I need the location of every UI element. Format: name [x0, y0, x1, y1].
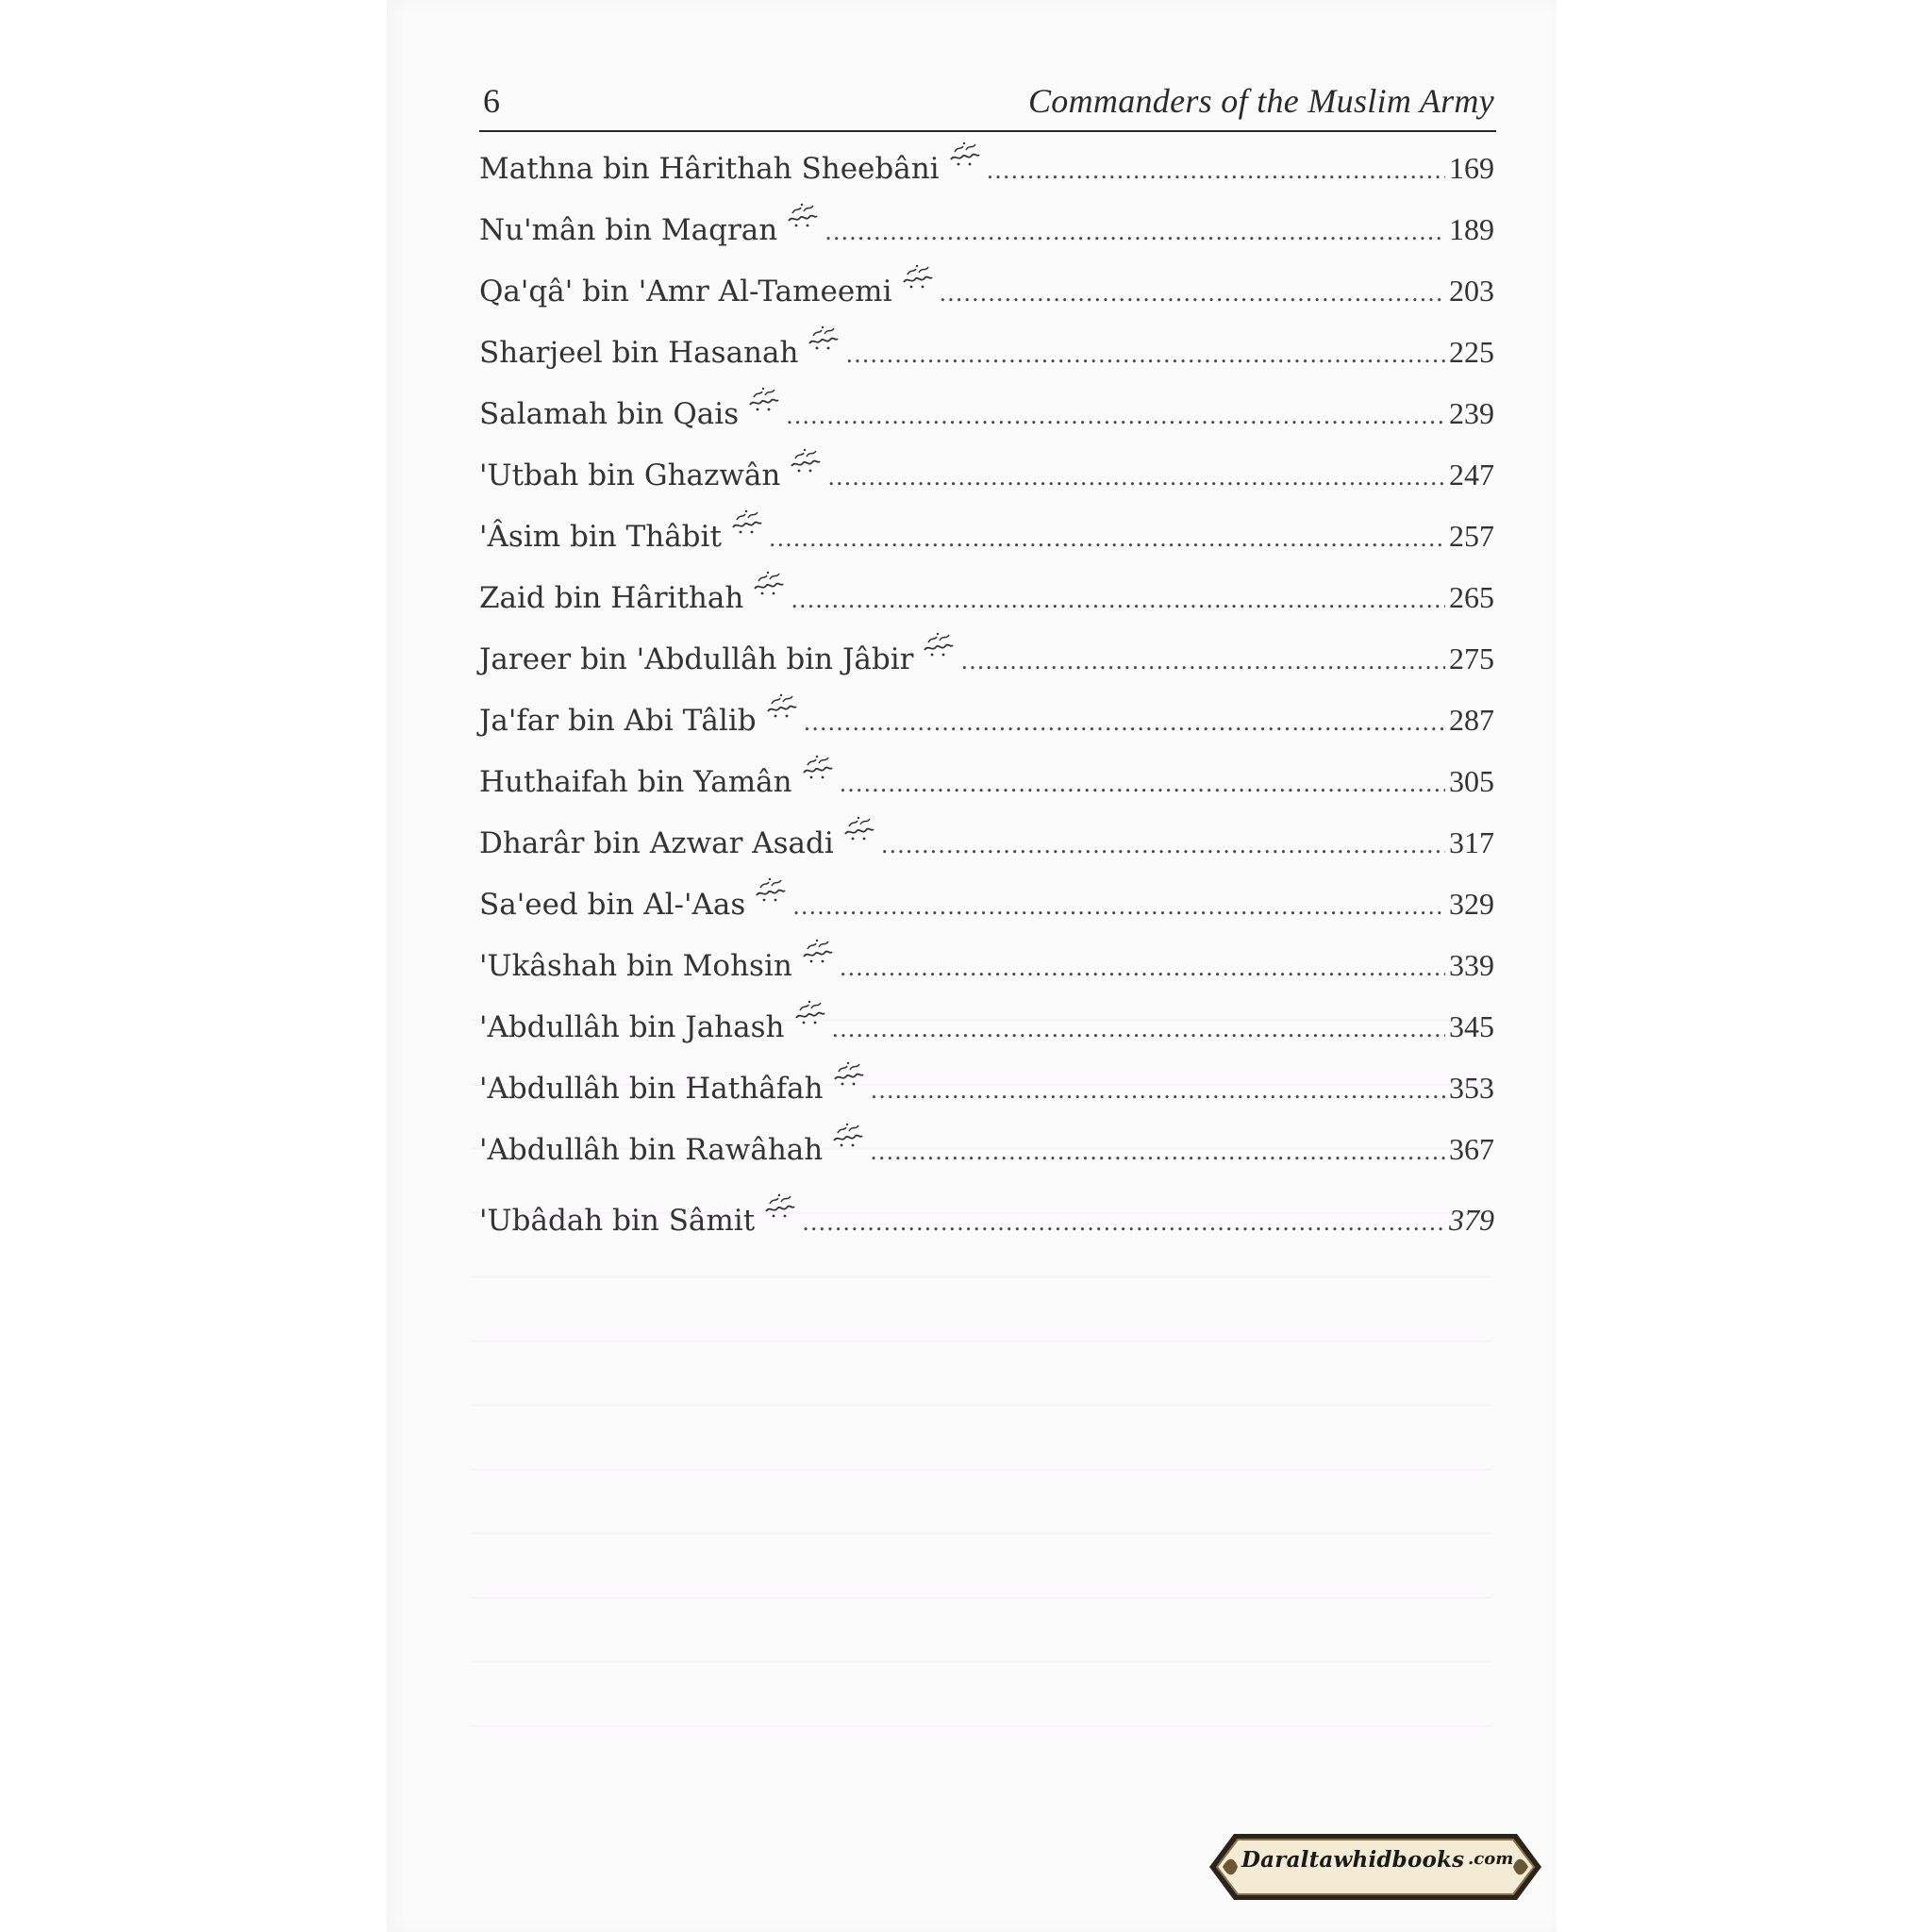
arabic-honorific-icon	[949, 158, 981, 178]
dot-leader	[881, 826, 1445, 864]
toc-entry-page: 353	[1449, 1071, 1494, 1105]
toc-entry-name: 'Utbah bin Ghazwân	[479, 458, 781, 492]
toc-entry-name: 'Âsim bin Thâbit	[479, 520, 722, 554]
toc-entry-page: 189	[1449, 212, 1494, 246]
toc-entry[interactable]	[479, 1008, 1494, 1069]
toc-entry[interactable]	[479, 333, 1494, 394]
toc-entry-name: 'Ubâdah bin Sâmit	[479, 1204, 756, 1238]
watermark-badge	[1206, 1828, 1545, 1906]
toc-entry[interactable]	[479, 824, 1494, 885]
dot-leader	[840, 949, 1445, 987]
watermark-site-name: Daraltawhidbooks	[1241, 1847, 1465, 1873]
toc-entry-name: 'Ukâshah bin Mohsin	[479, 949, 792, 983]
toc-entry[interactable]	[479, 578, 1494, 640]
toc-entry-page: 367	[1449, 1132, 1494, 1166]
toc-entry-name: Zaid bin Hârithah	[479, 581, 744, 615]
toc-entry[interactable]	[479, 210, 1494, 272]
toc-entry[interactable]	[479, 1069, 1494, 1130]
toc-entry-page: 169	[1449, 151, 1494, 185]
toc-entry[interactable]	[479, 762, 1494, 824]
arabic-honorific-icon	[843, 832, 875, 853]
toc-entry[interactable]	[479, 1130, 1494, 1191]
toc-entry-name: 'Abdullâh bin Hathâfah	[479, 1072, 824, 1106]
arabic-honorific-icon	[755, 893, 787, 914]
toc-entry-page: 329	[1449, 887, 1494, 921]
toc-entry-name: Jareer bin 'Abdullâh bin Jâbir	[479, 642, 914, 676]
table-of-contents	[479, 149, 1494, 1262]
toc-entry-name: Sharjeel bin Hasanah	[479, 336, 799, 370]
arabic-honorific-icon	[748, 403, 780, 424]
dot-leader	[786, 397, 1445, 435]
dot-leader	[960, 642, 1445, 680]
toc-entry-name: Huthaifah bin Yamân	[479, 765, 792, 799]
arabic-honorific-icon	[731, 525, 763, 546]
arabic-honorific-icon	[808, 341, 840, 362]
toc-entry-name: Dharâr bin Azwar Asadi	[479, 826, 834, 860]
dot-leader	[832, 1010, 1445, 1048]
arabic-honorific-icon	[802, 771, 834, 791]
toc-entry-name: 'Abdullâh bin Rawâhah	[479, 1133, 824, 1167]
toc-entry-name: 'Abdullâh bin Jahash	[479, 1010, 785, 1044]
toc-entry-page: 247	[1449, 458, 1494, 491]
header-book-title: Commanders of the Muslim Army	[1027, 82, 1494, 120]
toc-entry[interactable]	[479, 640, 1494, 701]
show-through-line	[472, 1404, 1491, 1407]
toc-entry[interactable]	[479, 149, 1494, 210]
toc-entry-name: Ja'far bin Abi Tâlib	[479, 704, 757, 738]
watermark-domain-suffix: .com	[1468, 1849, 1514, 1869]
toc-entry-page: 379	[1449, 1203, 1494, 1237]
dot-leader	[827, 458, 1445, 496]
toc-entry-page: 225	[1449, 335, 1494, 369]
arabic-honorific-icon	[802, 955, 834, 975]
show-through-line	[472, 1660, 1491, 1663]
toc-entry[interactable]	[479, 1201, 1494, 1262]
arabic-honorific-icon	[790, 464, 822, 485]
toc-entry-page: 239	[1449, 396, 1494, 430]
toc-entry-name: Qa'qâ' bin 'Amr Al-Tameemi	[479, 275, 892, 308]
toc-entry[interactable]	[479, 394, 1494, 456]
toc-entry-name: Salamah bin Qais	[479, 397, 740, 431]
toc-entry-page: 287	[1449, 703, 1494, 737]
show-through-line	[472, 1340, 1491, 1342]
toc-entry-name: Sa'eed bin Al-'Aas	[479, 888, 746, 922]
arabic-honorific-icon	[832, 1139, 864, 1159]
toc-entry[interactable]	[479, 456, 1494, 517]
toc-entry-page: 275	[1449, 641, 1494, 675]
dot-leader	[940, 275, 1446, 312]
dot-leader	[791, 581, 1445, 619]
arabic-honorific-icon	[902, 280, 934, 301]
toc-entry[interactable]	[479, 885, 1494, 946]
toc-entry[interactable]	[479, 272, 1494, 333]
running-header	[479, 79, 1496, 132]
show-through-line	[472, 1468, 1491, 1471]
arabic-honorific-icon	[833, 1077, 865, 1098]
toc-entry-page: 265	[1449, 580, 1494, 614]
dot-leader	[792, 888, 1445, 925]
toc-entry[interactable]	[479, 701, 1494, 762]
toc-entry[interactable]	[479, 517, 1494, 578]
toc-entry-page: 257	[1449, 519, 1494, 553]
show-through-line	[472, 1596, 1491, 1599]
dot-leader	[870, 1133, 1445, 1171]
arabic-honorific-icon	[753, 587, 785, 608]
arabic-honorific-icon	[766, 709, 798, 730]
dot-leader	[804, 704, 1445, 741]
toc-entry-name: Mathna bin Hârithah Sheebâni	[479, 152, 940, 186]
arabic-honorific-icon	[923, 648, 955, 669]
dot-leader	[845, 336, 1445, 374]
dot-leader	[871, 1072, 1445, 1109]
dot-leader	[824, 213, 1445, 251]
toc-entry-page: 345	[1449, 1009, 1494, 1043]
dot-leader	[987, 152, 1445, 190]
toc-entry-page: 203	[1449, 274, 1494, 308]
show-through-line	[472, 1724, 1491, 1727]
arabic-honorific-icon	[794, 1016, 826, 1037]
arabic-honorific-icon	[787, 219, 819, 240]
toc-entry[interactable]	[479, 946, 1494, 1008]
toc-entry-name: Nu'mân bin Maqran	[479, 213, 778, 247]
dot-leader	[840, 765, 1445, 803]
show-through-line	[472, 1275, 1491, 1278]
header-page-number: 6	[483, 82, 500, 120]
toc-entry-page: 317	[1449, 825, 1494, 859]
dot-leader	[769, 520, 1445, 558]
show-through-line	[472, 1532, 1491, 1535]
arabic-honorific-icon	[764, 1209, 796, 1230]
toc-entry-page: 305	[1449, 764, 1494, 798]
dot-leader	[802, 1204, 1445, 1241]
toc-entry-page: 339	[1449, 948, 1494, 982]
